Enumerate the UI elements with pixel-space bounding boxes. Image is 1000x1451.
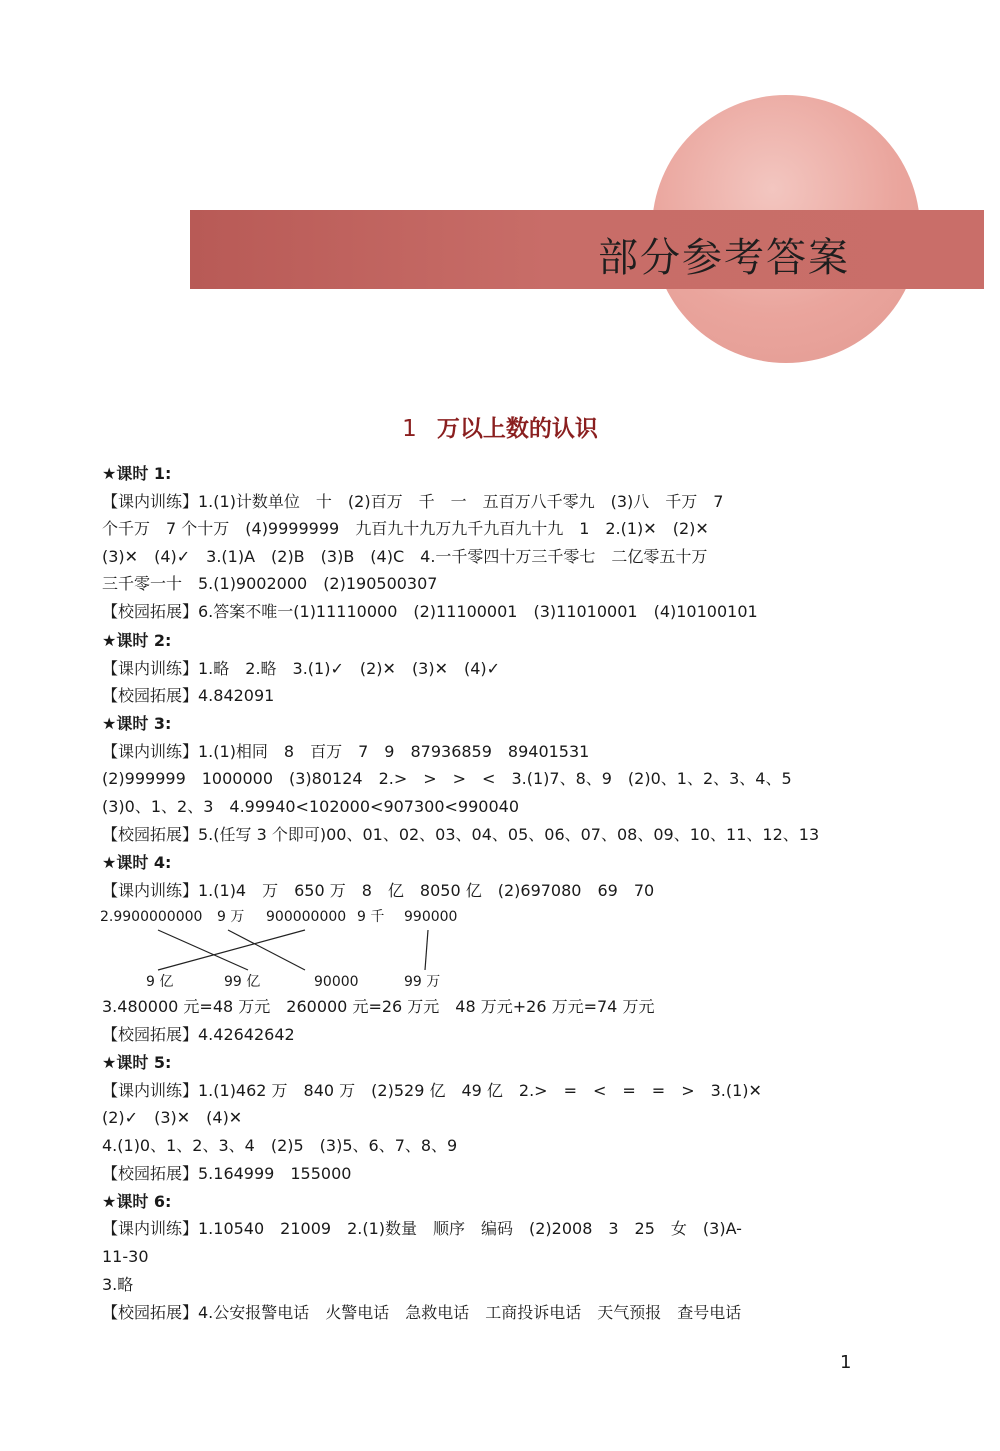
- answer-line: 【校园拓展】5.(任写 3 个即可)00、01、02、03、04、05、06、07、08、09、10、11、12、13: [102, 825, 820, 844]
- answer-line: 【课内训练】1.(1)462 万 840 万 (2)529 亿 49 亿 2.> = < = = > 3.(1)✕: [102, 1081, 762, 1100]
- match-top-item: 9 万: [217, 909, 245, 925]
- lesson-heading-5: ★课时 5:: [102, 1053, 172, 1072]
- match-top-item: 990000: [404, 909, 458, 925]
- answer-line: 【课内训练】1.(1)4 万 650 万 8 亿 8050 亿 (2)697080 69 70: [102, 881, 655, 900]
- answer-line: 【校园拓展】4.42642642: [102, 1025, 295, 1044]
- answer-line: (3)✕ (4)✓ 3.(1)A (2)B (3)B (4)C 4.一千零四十万三千零七 二亿零五十万: [102, 547, 708, 566]
- answer-line: 三千零一十 5.(1)9002000 (2)190500307: [102, 574, 438, 593]
- answer-line: 【课内训练】1.10540 21009 2.(1)数量 顺序 编码 (2)2008 3 25 女 (3)A-: [102, 1219, 742, 1238]
- answer-line: 个千万 7 个十万 (4)9999999 九百九十九万九千九百九十九 1 2.(1)✕ (2)✕: [102, 519, 709, 538]
- match-bottom-item: 90000: [314, 974, 359, 990]
- answer-line: 11-30: [102, 1247, 149, 1266]
- page-title: 部分参考答案: [598, 235, 850, 281]
- header-banner: [190, 210, 984, 289]
- lesson-heading-4: ★课时 4:: [102, 853, 172, 872]
- lesson-heading-2: ★课时 2:: [102, 631, 172, 650]
- match-top-item: 2.9900000000: [100, 909, 203, 925]
- lesson-heading-1: ★课时 1:: [102, 464, 172, 483]
- answer-line: 【校园拓展】5.164999 155000: [102, 1164, 352, 1183]
- lesson-heading-3: ★课时 3:: [102, 714, 172, 733]
- answer-line: 4.(1)0、1、2、3、4 (2)5 (3)5、6、7、8、9: [102, 1136, 458, 1155]
- answer-line: (2)✓ (3)✕ (4)✕: [102, 1108, 243, 1127]
- match-bottom-item: 99 亿: [224, 974, 261, 990]
- page-number: 1: [840, 1352, 852, 1373]
- answer-line: (2)999999 1000000 (3)80124 2.> > > < 3.(1)7、8、9 (2)0、1、2、3、4、5: [102, 769, 792, 788]
- answer-line: 【课内训练】1.略 2.略 3.(1)✓ (2)✕ (3)✕ (4)✓: [102, 659, 501, 678]
- answer-line: 3.480000 元=48 万元 260000 元=26 万元 48 万元+26 万元=74 万元: [102, 997, 655, 1016]
- match-top-item: 900000000: [266, 909, 347, 925]
- matching-diagram: [100, 900, 500, 1000]
- lesson-heading-6: ★课时 6:: [102, 1192, 172, 1211]
- answer-line: 【课内训练】1.(1)计数单位 十 (2)百万 千 一 五百万八千零九 (3)八 千万 7: [102, 492, 724, 511]
- answer-line: 【校园拓展】4.842091: [102, 686, 275, 705]
- match-line: [228, 930, 305, 970]
- answer-line: 【校园拓展】6.答案不唯一(1)11110000 (2)11100001 (3)11010001 (4)10100101: [102, 602, 758, 621]
- match-line: [158, 930, 248, 970]
- chapter-title: [0, 410, 1000, 443]
- match-bottom-item: 99 万: [404, 974, 441, 990]
- chapter-number: 1: [402, 416, 417, 442]
- match-top-item: 9 千: [357, 909, 385, 925]
- match-line: [158, 930, 305, 970]
- match-bottom-item: 9 亿: [146, 974, 174, 990]
- match-line: [425, 930, 428, 970]
- answer-line: 3.略: [102, 1275, 134, 1294]
- answer-line: 【课内训练】1.(1)相同 8 百万 7 9 87936859 89401531: [102, 742, 590, 761]
- chapter-name: 万以上数的认识: [436, 416, 598, 442]
- answer-line: (3)0、1、2、3 4.99940<102000<907300<990040: [102, 797, 520, 816]
- answer-line: 【校园拓展】4.公安报警电话 火警电话 急救电话 工商投诉电话 天气预报 查号电话: [102, 1303, 742, 1322]
